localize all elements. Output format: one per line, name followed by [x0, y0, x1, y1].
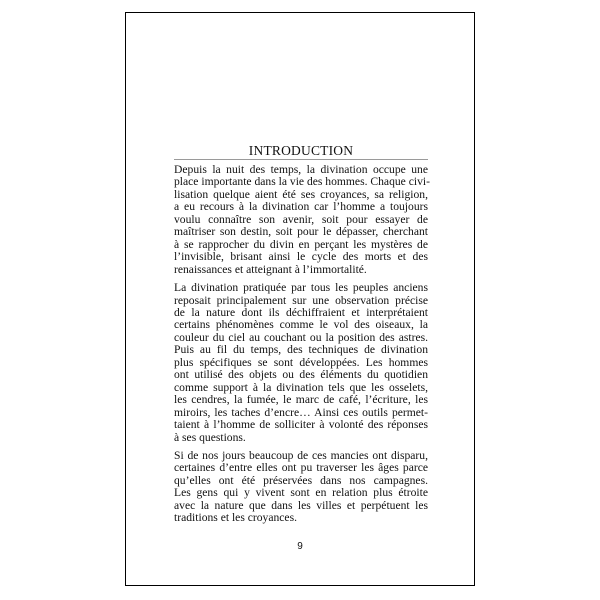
text-line: avec la nature que dans les villes et perpétuent les [174, 498, 428, 512]
text-line: couleur du ciel au couchant ou la position des astres. [174, 330, 428, 344]
text-line: à ses questions. [174, 430, 246, 444]
chapter-heading: INTRODUCTION [174, 143, 428, 160]
text-line: à se rapprocher du divin en perçant les mystères de [174, 237, 428, 251]
paragraph-2 [174, 282, 428, 444]
text-line: Si de nos jours beaucoup de ces mancies ont disparu, [174, 448, 428, 462]
text-line: Les gens qui y vivent sont en relation plus étroite [174, 486, 428, 500]
text-line: ont utilisé des objets ou des éléments du quotidien [174, 368, 428, 382]
text-line: certains phénomènes comme le vol des oiseaux, la [174, 318, 428, 332]
text-line: plus spécifiques se sont développées. Les hommes [174, 355, 428, 369]
book-page [125, 12, 475, 586]
text-line: place importante dans la vie des hommes. Chaque civi- [174, 175, 430, 189]
text-line: certaines d’entre elles ont pu traverser les âges parce [174, 461, 428, 475]
text-line: qu’elles ont été préservées dans nos campagnes. [174, 473, 428, 487]
text-line: miroirs, les taches d’encre… Ainsi ces outils permet- [174, 405, 428, 419]
text-line: lisation quelque aient été ses croyances, sa religion, [174, 187, 428, 201]
page-number: 9 [297, 541, 303, 552]
text-line: voulu connaître son avenir, soit pour essayer de [174, 212, 428, 226]
text-line: Depuis la nuit des temps, la divination occupe une [174, 163, 428, 176]
page-content [174, 143, 428, 531]
text-line: La divination pratiquée par tous les peuples anciens [174, 281, 428, 295]
text-line: reposait principalement sur une observation précise [174, 293, 428, 307]
text-line: Puis au fil du temps, des techniques de divination [174, 343, 428, 357]
text-line: renaissances et atteignant à l’immortalité. [174, 262, 367, 276]
text-line: comme support à la divination tels que les osselets, [174, 380, 428, 394]
text-line: taient à l’homme de solliciter à volonté des réponses [174, 418, 428, 432]
text-line: de la nature dont ils déchiffraient et interprétaient [174, 305, 428, 319]
paragraph-3 [174, 450, 428, 525]
text-line: les cendres, la fumée, le marc de café, l’écriture, les [174, 393, 428, 407]
paragraph-1 [174, 164, 428, 276]
text-line: maîtriser son destin, soit pour le dépasser, cherchant [174, 225, 428, 239]
text-line: a eu recours à la divination car l’homme a toujours [174, 200, 428, 214]
text-line: l’invisible, brisant ainsi le cycle des morts et des [174, 250, 428, 264]
text-line: traditions et les croyances. [174, 511, 297, 525]
